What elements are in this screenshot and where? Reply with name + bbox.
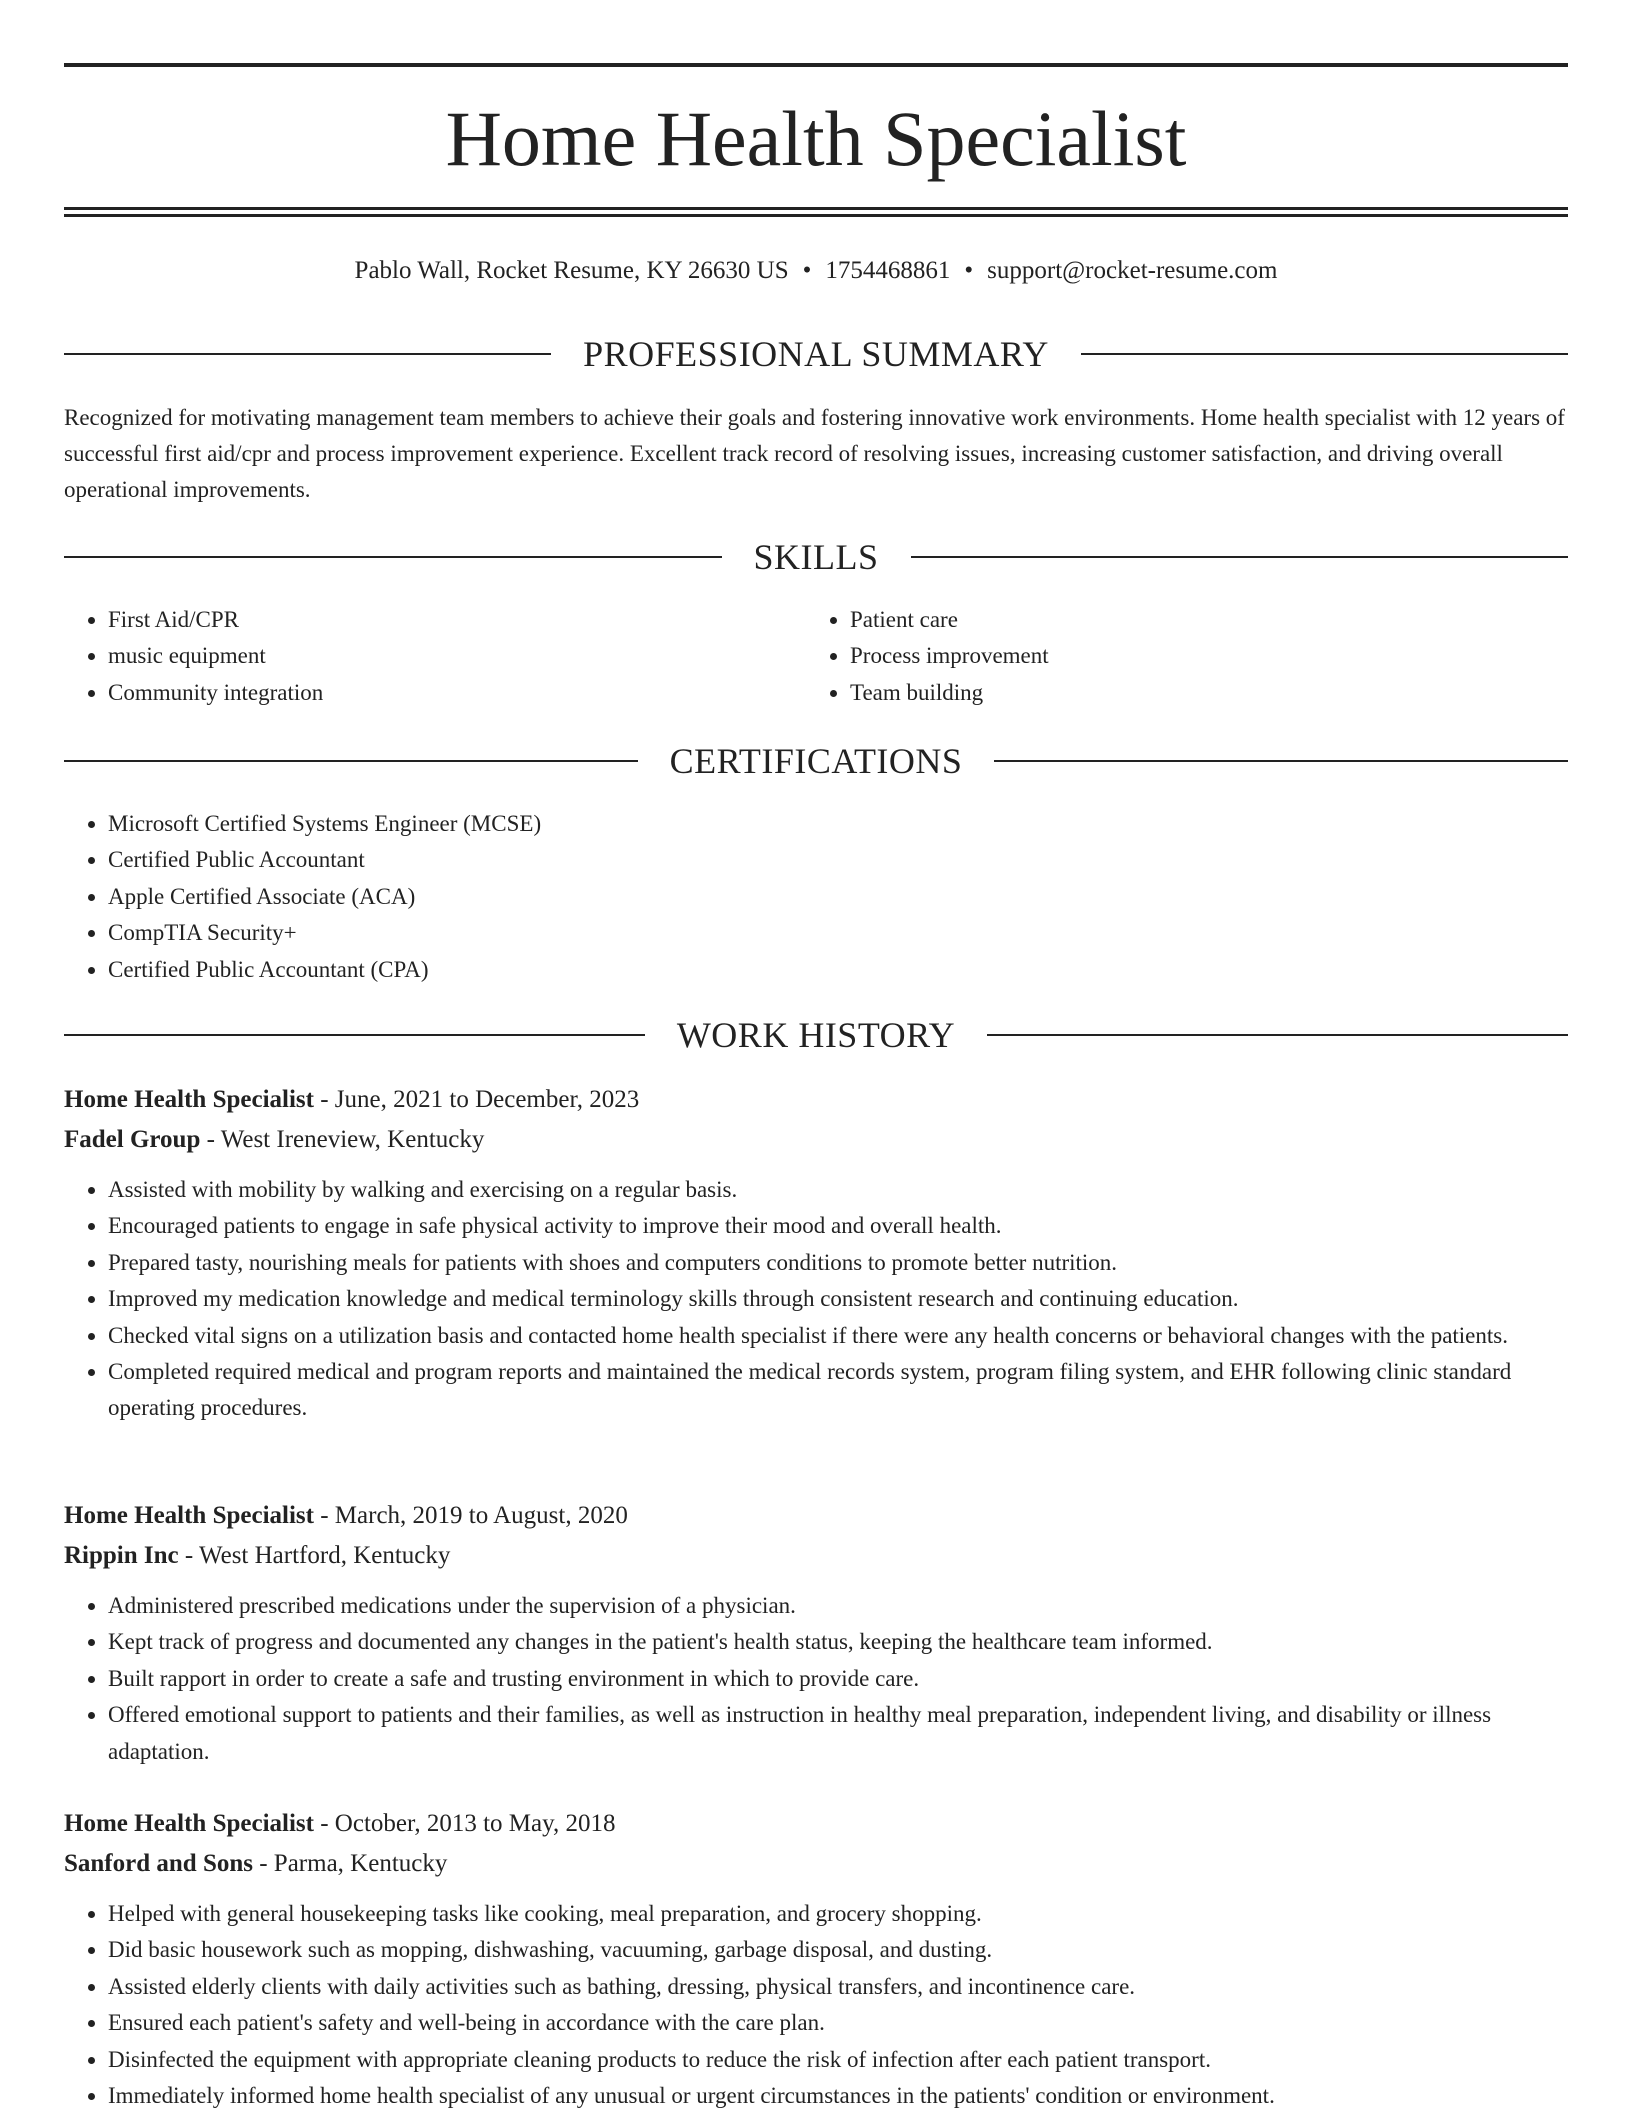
summary-text: Recognized for motivating management team members to achieve their goals and fostering innovative work environments. Home health specialist with 12 years of successful first aid/cpr and process improvement experience. Excellent track record of resolving issues, increasing customer satisfaction, and driving overall operational improvements. <box>64 405 1565 502</box>
job-company: Rippin Inc <box>64 1542 179 1569</box>
job-bullet: • Encouraged patients to engage in safe physical activity to improve their mood and overall health. <box>108 1208 1568 1244</box>
work-history-heading <box>64 1015 1568 1055</box>
skill-item: • music equipment <box>108 638 764 674</box>
job-title-line <box>64 1080 1568 1120</box>
job-bullet: • Checked vital signs on a utilization basis and contacted home health specialist if there were any health concerns or behavioral changes with the patients. <box>108 1318 1568 1354</box>
summary-heading-label: PROFESSIONAL SUMMARY <box>583 334 1049 374</box>
job-bullet: • Completed required medical and program reports and maintained the medical records system, program filing system, and EHR following clinic standard operating procedures. <box>108 1354 1568 1427</box>
job-bullet: • Helped with general housekeeping tasks like cooking, meal preparation, and grocery shopping. <box>108 1896 1568 1932</box>
job-bullets <box>64 1896 1568 2114</box>
certifications-block <box>64 806 1064 988</box>
heading-rule <box>987 1034 1568 1036</box>
skills-right-list <box>806 602 1506 711</box>
summary-heading <box>64 334 1568 374</box>
contact-email: support@rocket-resume.com <box>987 257 1278 284</box>
job-bullet: • Offered emotional support to patients and their families, as well as instruction in healthy meal preparation, independent living, and disability or illness adaptation. <box>108 1697 1568 1770</box>
heading-rule <box>64 760 638 762</box>
job-bullets <box>64 1588 1568 1770</box>
heading-rule <box>64 556 722 558</box>
job-bullet: • Immediately informed home health specialist of any unusual or urgent circumstances in the patients' condition or environment. <box>108 2078 1568 2114</box>
skills-left-list <box>64 602 764 711</box>
title-double-rule <box>64 207 1568 217</box>
skill-item: • Patient care <box>850 602 1506 638</box>
skill-item: • Community integration <box>108 675 764 711</box>
work-history-heading-label: WORK HISTORY <box>676 1015 956 1055</box>
job-company-line <box>64 1120 1568 1160</box>
job-dates: - October, 2013 to May, 2018 <box>313 1810 616 1837</box>
job-title: Home Health Specialist <box>64 1810 314 1837</box>
job-bullet: • Built rapport in order to create a safe and trusting environment in which to provide care. <box>108 1661 1568 1697</box>
contact-separator: • <box>802 257 812 284</box>
certification-item: • Apple Certified Associate (ACA) <box>108 879 1064 915</box>
job-company: Sanford and Sons <box>64 1850 253 1877</box>
job-location: - Parma, Kentucky <box>252 1850 448 1877</box>
skill-item: • Team building <box>850 675 1506 711</box>
certifications-heading <box>64 741 1568 781</box>
contact-separator: • <box>964 257 974 284</box>
job-bullet: • Disinfected the equipment with appropriate cleaning products to reduce the risk of infection after each patient transport. <box>108 2042 1568 2078</box>
job-entry <box>64 1080 1568 1427</box>
heading-rule <box>911 556 1569 558</box>
contact-line <box>64 254 1568 288</box>
skills-left-column <box>64 602 764 711</box>
job-title-line <box>64 1804 1568 1844</box>
job-company: Fadel Group <box>64 1126 201 1153</box>
job-company-line <box>64 1536 1568 1576</box>
contact-phone: 1754468861 <box>825 257 951 284</box>
heading-rule <box>64 1034 645 1036</box>
job-bullet: • Ensured each patient's safety and well-being in accordance with the care plan. <box>108 2005 1568 2041</box>
contact-address: Pablo Wall, Rocket Resume, KY 26630 US <box>354 257 789 284</box>
heading-rule <box>1081 353 1568 355</box>
job-bullet: • Improved my medication knowledge and medical terminology skills through consistent research and continuing education. <box>108 1281 1568 1317</box>
job-bullet: • Did basic housework such as mopping, dishwashing, vacuuming, garbage disposal, and dusting. <box>108 1932 1568 1968</box>
job-company-line <box>64 1844 1568 1884</box>
skill-item: • Process improvement <box>850 638 1506 674</box>
job-title: Home Health Specialist <box>64 1502 314 1529</box>
heading-rule <box>994 760 1568 762</box>
job-bullet: • Assisted with mobility by walking and exercising on a regular basis. <box>108 1172 1568 1208</box>
job-title: Home Health Specialist <box>64 1086 314 1113</box>
job-bullet: • Assisted elderly clients with daily activities such as bathing, dressing, physical transfers, and incontinence care. <box>108 1969 1568 2005</box>
job-location: - West Hartford, Kentucky <box>178 1542 451 1569</box>
job-bullet: • Kept track of progress and documented any changes in the patient's health status, keeping the healthcare team informed. <box>108 1624 1568 1660</box>
certifications-list <box>64 806 1064 988</box>
certification-item: • Microsoft Certified Systems Engineer (MCSE) <box>108 806 1064 842</box>
job-title-line <box>64 1496 1568 1536</box>
job-location: - West Ireneview, Kentucky <box>200 1126 485 1153</box>
certification-item: • Certified Public Accountant <box>108 842 1064 878</box>
job-bullets <box>64 1172 1568 1427</box>
job-dates: - June, 2021 to December, 2023 <box>313 1086 640 1113</box>
skills-heading-label: SKILLS <box>753 537 879 577</box>
job-bullet: • Administered prescribed medications under the supervision of a physician. <box>108 1588 1568 1624</box>
job-entry <box>64 1804 1568 2114</box>
certifications-heading-label: CERTIFICATIONS <box>669 741 963 781</box>
skills-heading <box>64 537 1568 577</box>
job-bullet: • Prepared tasty, nourishing meals for patients with shoes and computers conditions to promote better nutrition. <box>108 1245 1568 1281</box>
top-rule <box>64 63 1568 67</box>
skill-item: • First Aid/CPR <box>108 602 764 638</box>
job-entry <box>64 1496 1568 1770</box>
heading-rule <box>64 353 551 355</box>
certification-item: • CompTIA Security+ <box>108 915 1064 951</box>
certification-item: • Certified Public Accountant (CPA) <box>108 952 1064 988</box>
job-dates: - March, 2019 to August, 2020 <box>313 1502 628 1529</box>
skills-right-column <box>806 602 1506 711</box>
resume-title: Home Health Specialist <box>445 95 1187 182</box>
